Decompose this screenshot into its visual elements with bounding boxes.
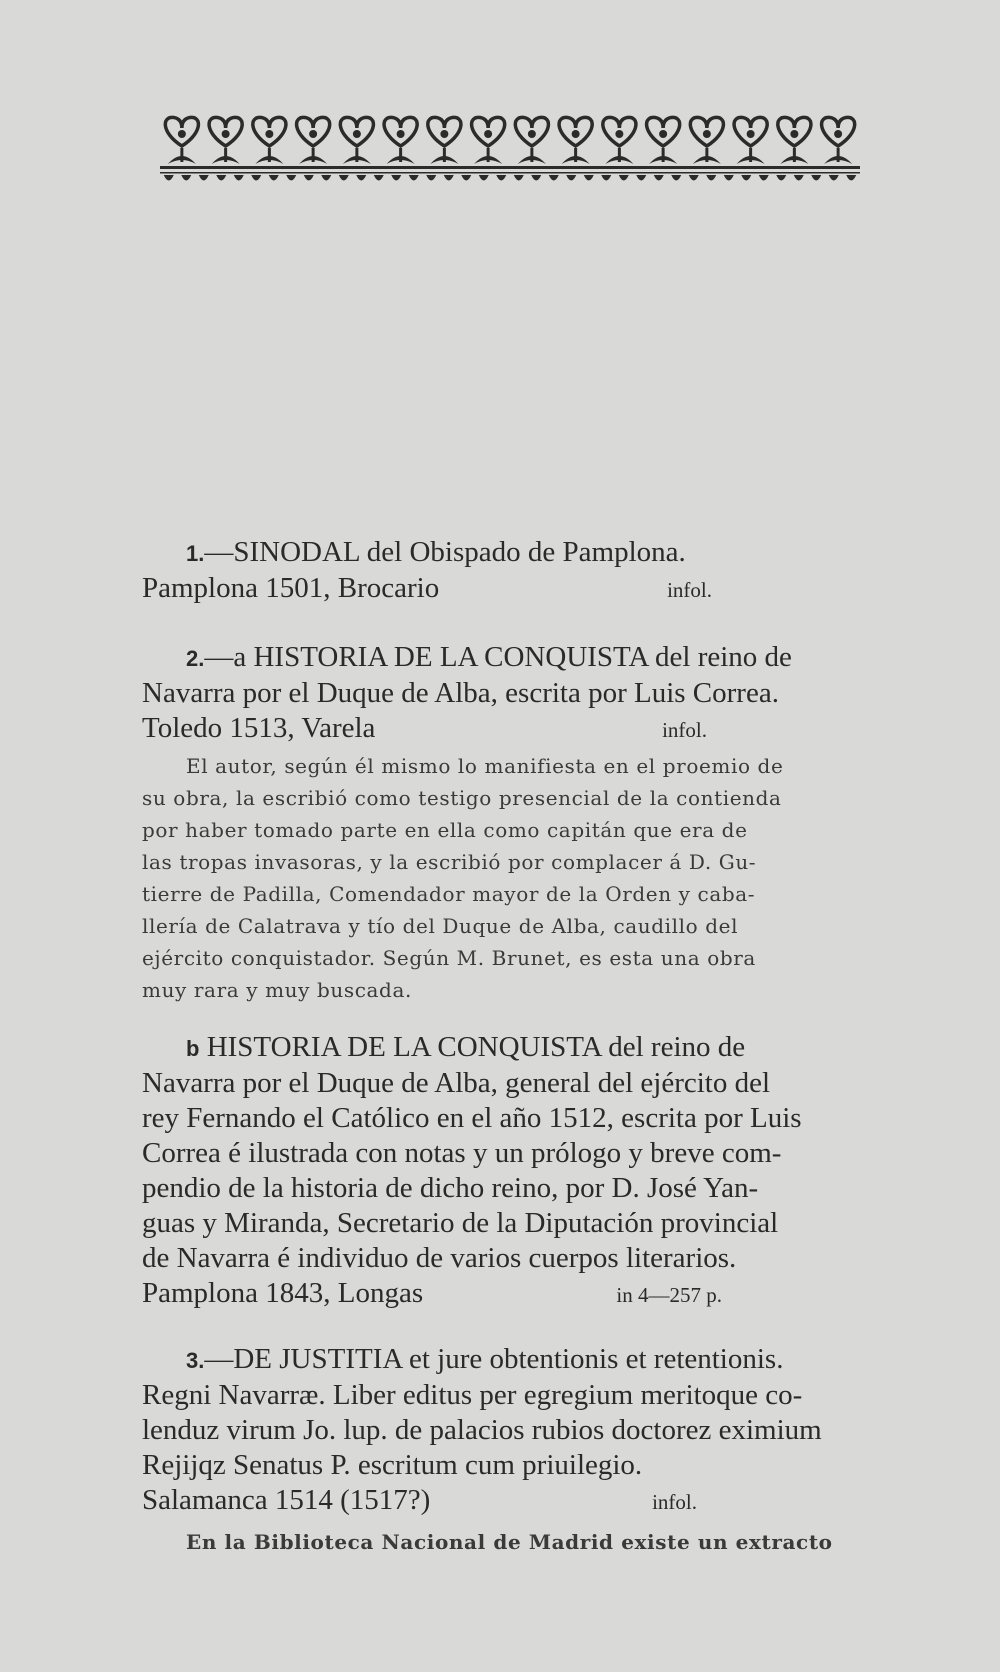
entry-3-imprint-row — [142, 1483, 697, 1520]
ornament-motif — [253, 117, 286, 164]
decorative-header-ornament — [160, 112, 860, 197]
entry-1-title — [142, 535, 852, 571]
ornament-fringe-tick — [776, 175, 786, 181]
ornament-fringe-tick — [619, 175, 629, 181]
ornament-fringe-tick — [759, 175, 769, 181]
imprint: Toledo 1513, Varela — [142, 712, 376, 744]
ornament-fringe-tick — [356, 175, 366, 181]
ornament-fringe-tick — [794, 175, 804, 181]
entry-line: HISTORIA DE LA CONQUISTA del reino de — [199, 1031, 746, 1063]
ornament-motif — [428, 117, 461, 164]
ornament-fringe-tick — [339, 175, 349, 181]
note-line: El autor, según él mismo lo manifiesta en el proemio de — [186, 754, 784, 778]
entry-line: lenduz virum Jo. lup. de palacios rubios doctorez eximium — [142, 1414, 822, 1446]
ornament-fringe-tick — [251, 175, 261, 181]
imprint: Pamplona 1843, Longas — [142, 1277, 424, 1309]
entry-line: —a HISTORIA DE LA CONQUISTA del reino de — [204, 641, 792, 673]
entry-3 — [142, 1342, 852, 1558]
ornament-fringe-tick — [601, 175, 611, 181]
ornament-motif — [603, 117, 636, 164]
entry-1-imprint-row — [142, 571, 712, 608]
ornament-fringe-tick — [741, 175, 751, 181]
entry-2a — [142, 640, 852, 1006]
note-line: muy rara y muy buscada. — [142, 978, 412, 1002]
imprint: Salamanca 1514 (1517?) — [142, 1484, 431, 1516]
ornament-fringe-tick — [269, 175, 279, 181]
entry-3-title — [142, 1342, 852, 1378]
ornament-fringe-tick — [216, 175, 226, 181]
ornament-motif — [209, 117, 242, 164]
ornament-fringe-tick — [199, 175, 209, 181]
ornament-fringe-tick — [321, 175, 331, 181]
ornament-motif — [297, 117, 330, 164]
entry-line: pendio de la historia de dicho reino, por D. José Yan- — [142, 1172, 759, 1204]
ornament-motif — [690, 117, 723, 164]
ornament-fringe-tick — [706, 175, 716, 181]
ornament-fringe-tick — [391, 175, 401, 181]
ornament-fringe-tick — [496, 175, 506, 181]
entry-2a-note — [142, 750, 852, 1006]
ornament-fringe-tick — [636, 175, 646, 181]
ornament-motif — [165, 117, 198, 164]
entry-line: Correa é ilustrada con notas y un prólogo y breve com- — [142, 1137, 782, 1169]
ornament-fringe-tick — [461, 175, 471, 181]
note-line: su obra, la escribió como testigo presencial de la contienda — [142, 786, 782, 810]
ornament-fringe-tick — [444, 175, 454, 181]
ornament-fringe-tick — [654, 175, 664, 181]
entry-line: —SINODAL del Obispado de Pamplona. — [204, 536, 686, 568]
ornament-fringe-tick — [584, 175, 594, 181]
ornament-fringe-tick — [566, 175, 576, 181]
ornament-fringe-tick — [479, 175, 489, 181]
ornament-motif — [647, 117, 680, 164]
ornament-motif — [822, 117, 855, 164]
note-line: por haber tomado parte en ella como capitán que era de — [142, 818, 748, 842]
ornament-fringe-tick — [549, 175, 559, 181]
note-line: ejército conquistador. Según M. Brunet, es esta una obra — [142, 946, 756, 970]
note-line: llería de Calatrava y tío del Duque de Alba, caudillo del — [142, 914, 739, 938]
entry-line: Navarra por el Duque de Alba, general del ejército del — [142, 1067, 771, 1099]
entry-line: Rejijqz Senatus P. escritum cum priuilegio. — [142, 1449, 643, 1481]
entry-number: 1. — [186, 541, 205, 566]
ornament-fringe-tick — [234, 175, 244, 181]
entry-line: rey Fernando el Católico en el año 1512, escrita por Luis — [142, 1102, 802, 1134]
ornament-motif — [778, 117, 811, 164]
entry-number: 2. — [186, 646, 205, 671]
entry-1 — [142, 535, 852, 608]
ornament-fringe-tick — [689, 175, 699, 181]
ornament-fringe-tick — [426, 175, 436, 181]
entry-2b-imprint-row — [142, 1276, 722, 1313]
format: infol. — [662, 718, 707, 742]
ornament-motif — [559, 117, 592, 164]
entry-line: de Navarra é individuo de varios cuerpos literarios. — [142, 1242, 737, 1274]
entry-number: 3. — [186, 1348, 205, 1373]
ornament-fringe-tick — [374, 175, 384, 181]
ornament-fringe-tick — [286, 175, 296, 181]
note-line: tierre de Padilla, Comendador mayor de la Orden y caba- — [142, 882, 756, 906]
ornament-fringe-tick — [671, 175, 681, 181]
ornament-fringe-tick — [829, 175, 839, 181]
ornament-fringe-tick — [724, 175, 734, 181]
entry-line: —DE JUSTITIA et jure obtentionis et retentionis. — [204, 1343, 784, 1375]
entry-number: b — [186, 1036, 200, 1061]
ornament-fringe-tick — [846, 175, 856, 181]
note-line: En la Biblioteca Nacional de Madrid existe un extracto — [186, 1530, 833, 1554]
ornament-fringe-tick — [531, 175, 541, 181]
ornament-motif — [515, 117, 548, 164]
ornament-fringe-tick — [409, 175, 419, 181]
ornament-motif — [734, 117, 767, 164]
imprint: Pamplona 1501, Brocario — [142, 572, 440, 604]
entry-2a-title — [142, 640, 852, 676]
ornament-motif — [472, 117, 505, 164]
entry-2b-title — [142, 1030, 852, 1066]
ornament-fringe-tick — [514, 175, 524, 181]
entry-line: guas y Miranda, Secretario de la Diputación provincial — [142, 1207, 779, 1239]
entry-line: Regni Navarræ. Liber editus per egregium meritoque co- — [142, 1379, 803, 1411]
note-line: las tropas invasoras, y la escribió por complacer á D. Gu- — [142, 850, 757, 874]
entry-2b — [142, 1030, 852, 1313]
format: in 4—257 p. — [616, 1283, 722, 1307]
format: infol. — [652, 1490, 697, 1514]
ornament-fringe-tick — [811, 175, 821, 181]
ornament-fringe-tick — [164, 175, 174, 181]
ornament-motif — [340, 117, 373, 164]
ornament-fringe-tick — [181, 175, 191, 181]
entry-line: Navarra por el Duque de Alba, escrita por Luis Correa. — [142, 677, 779, 709]
ornament-motif — [384, 117, 417, 164]
ornament-fringe-tick — [304, 175, 314, 181]
entry-2a-imprint-row — [142, 711, 707, 748]
format: infol. — [667, 578, 712, 602]
